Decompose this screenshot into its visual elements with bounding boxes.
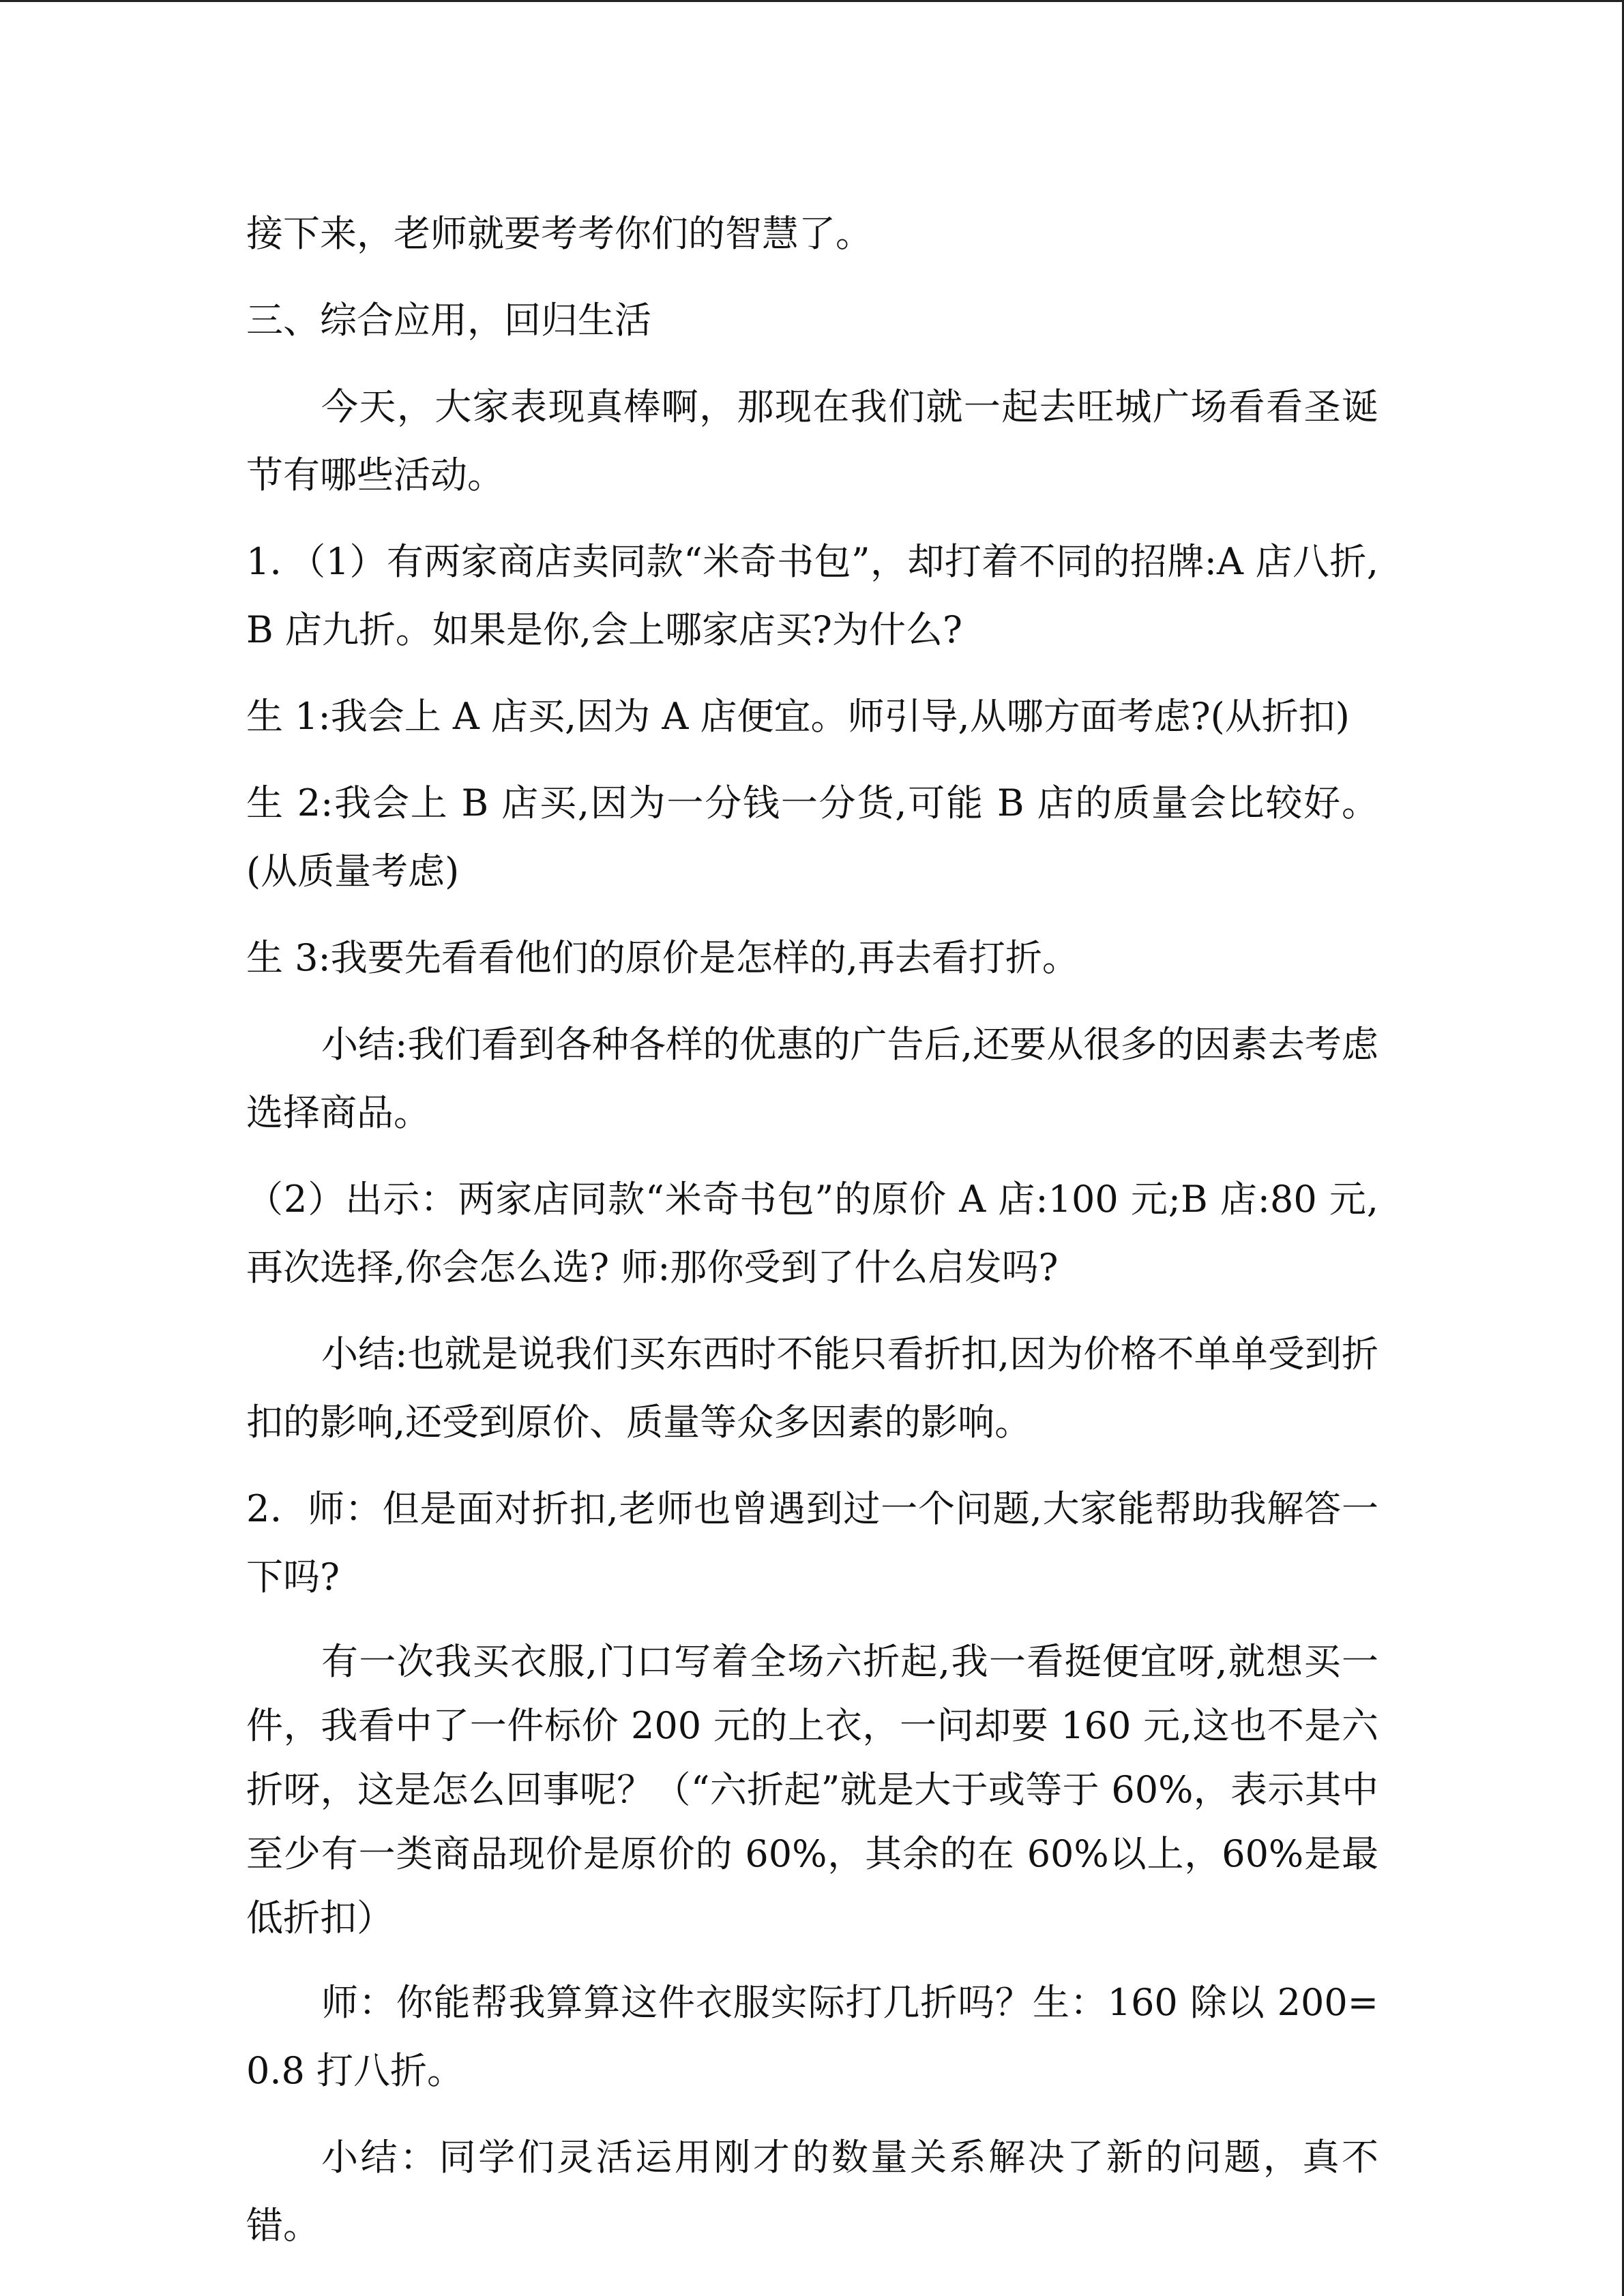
student-answer-3: 生 3:我要先看看他们的原价是怎样的,再去看打折。 [246, 936, 1079, 979]
teacher-story: 有一次我买衣服,门口写着全场六折起,我一看挺便宜呀,就想买一件，我看中了一件标价 200 元的上衣，一问却要 160 元,这也不是六折呀，这是怎么回事呢？（“六折起”就是大于或等于 60%，表示其中至少有一类商品现价是原价的 60%，其余的在 60%以上，60%是最低折扣） [246, 1640, 1378, 1939]
summary-3: 小结：同学们灵活运用刚才的数量关系解决了新的问题，真不错。 [246, 2136, 1378, 2247]
section-heading: 三、综合应用，回归生活 [246, 299, 651, 342]
question-2: 2．师：但是面对折扣,老师也曾遇到过一个问题,大家能帮助我解答一下吗? [246, 1487, 1378, 1598]
intro-line: 接下来，老师就要考考你们的智慧了。 [246, 212, 872, 255]
document-body [246, 200, 1378, 2278]
teacher-question: 师：你能帮我算算这件衣服实际打几折吗？生：160 除以 200=0.8 打八折。 [246, 1981, 1378, 2092]
student-answer-1: 生 1:我会上 A 店买,因为 A 店便宜。师引导,从哪方面考虑?(从折扣) [246, 695, 1350, 738]
scenario-intro: 今天，大家表现真棒啊，那现在我们就一起去旺城广场看看圣诞节有哪些活动。 [246, 385, 1378, 496]
question-1-part-2: （2）出示：两家店同款“米奇书包”的原价 A 店:100 元;B 店:80 元,再次选择,你会怎么选? 师:那你受到了什么启发吗? [246, 1178, 1378, 1289]
summary-1: 小结:我们看到各种各样的优惠的广告后,还要从很多的因素去考虑选择商品。 [246, 1023, 1378, 1134]
student-answer-2: 生 2:我会上 B 店买,因为一分钱一分货,可能 B 店的质量会比较好。(从质量考虑) [246, 781, 1378, 893]
question-1: 1．（1）有两家商店卖同款“米奇书包”，却打着不同的招牌:A 店八折,B 店九折。如果是你,会上哪家店买?为什么? [246, 540, 1378, 651]
summary-2: 小结:也就是说我们买东西时不能只看折扣,因为价格不单单受到折扣的影响,还受到原价、质量等众多因素的影响。 [246, 1332, 1378, 1444]
